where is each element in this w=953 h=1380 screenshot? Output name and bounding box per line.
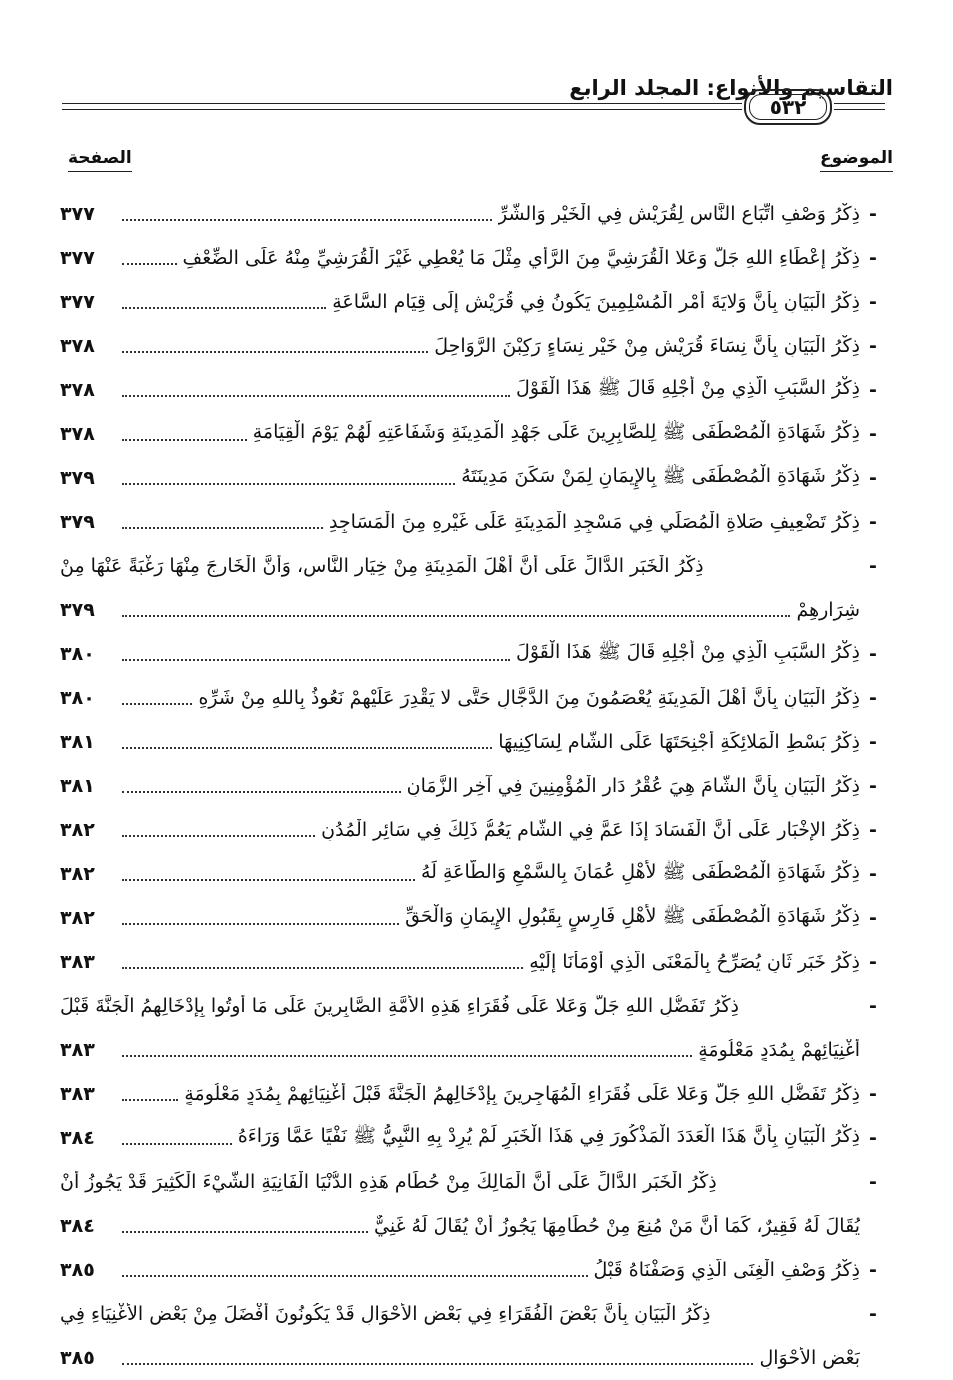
toc-entry-line [60,808,886,852]
toc-entry-line [60,500,886,544]
dot-leader [122,1363,753,1365]
toc-entry-line [60,544,886,588]
header-rule [834,103,885,104]
toc-entry [60,456,886,500]
running-title: التقاسيم والأنواع: المجلد الرابع [569,76,893,100]
dot-leader [122,835,315,837]
toc-entry-line [60,896,886,940]
toc-entry-line [60,1160,886,1204]
toc-entry-line [60,632,886,676]
dot-leader [122,791,401,793]
toc-entry [60,236,886,280]
bullet: - [869,291,877,313]
bullet: - [869,687,877,709]
entry-text: ذِكْرُ إِعْطَاءِ اللهِ جَلَّ وَعَلا الْقُرَشِيَّ مِنَ الرَّأْيِ مِثْلَ مَا يُعْطِي غَيْرَ الْقُرَشِيِّ مِنْهُ عَلَى الضِّعْفِ [182,247,860,269]
toc-entry-line [60,1292,886,1336]
toc-entry [60,412,886,456]
page-ref: ٣٧٨ [60,379,95,401]
toc-entry-line [60,720,886,764]
page-ref: ٣٧٨ [60,423,95,445]
dot-leader [122,439,247,441]
page-ref: ٣٧٨ [60,335,95,357]
entry-text: ذِكْرُ تَفَضُّلِ اللهِ جَلَّ وَعَلا عَلَى فُقَرَاءِ هَذِهِ الأُمَّةِ الصَّابِرِينَ عَلَى مَا أُوتُوا بِإِدْخَالِهِمُ الْجَنَّةَ قَبْلَ [60,995,739,1017]
bullet: - [869,379,877,401]
page-ref: ٣٨١ [60,775,95,797]
page-number-badge [744,89,832,125]
entry-text: ذِكْرُ الْبَيَانِ بِأَنَّ أَهْلَ الْمَدِينَةِ يُعْصَمُونَ مِنَ الدَّجَّالِ حَتَّى لا يَقْدِرَ عَلَيْهِمْ نَعُوذُ بِاللهِ مِنْ شَرِّهِ [198,687,860,709]
dot-leader [122,1231,368,1233]
toc-entry-line [60,1116,886,1160]
toc-entry [60,984,886,1072]
dot-leader [122,703,192,705]
entry-text: ذِكْرُ شَهَادَةِ الْمُصْطَفَى ﷺ لِلصَّابِرِينَ عَلَى جَهْدِ الْمَدِينَةِ وَشَفَاعَتِهِ لَهُمْ يَوْمَ الْقِيَامَةِ [252,421,860,443]
bullet: - [869,731,877,753]
entry-text: ذِكْرُ الْبَيَانِ بِأَنَّ نِسَاءَ قُرَيْشٍ مِنْ خَيْرِ نِسَاءٍ رَكِبْنَ الرَّوَاحِلَ [434,335,860,357]
toc-entry [60,1292,886,1380]
toc-entry [60,940,886,984]
toc-entry [60,1072,886,1116]
entry-text: ذِكْرُ الْبَيَانِ بِأَنَّ هَذَا الْعَدَدَ الْمَذْكُورَ فِي هَذَا الْخَبَرِ لَمْ يُرِدْ بِهِ النَّبِيُّ ﷺ نَفْيًا عَمَّا وَرَاءَهُ [237,1125,860,1147]
page-ref: ٣٧٩ [60,511,95,533]
entry-text: بَعْضِ الأَحْوَالِ [759,1347,860,1369]
page-ref: ٣٨٢ [60,819,95,841]
page-ref: ٣٨٢ [60,863,95,885]
bullet: - [869,511,877,533]
entry-text: ذِكْرُ وَصْفِ اتِّبَاعِ النَّاسِ لِقُرَيْشٍ فِي الْخَيْرِ وَالشَّرِّ [498,203,860,225]
dot-leader [122,923,399,925]
page-column-heading: الصفحة [68,148,132,172]
entry-text: ذِكْرُ تَفَضُّلِ اللهِ جَلَّ وَعَلا عَلَى فُقَرَاءِ الْمُهَاجِرِينَ بِإِدْخَالِهِمُ الْجَنَّةَ قَبْلَ أَغْنِيَائِهِمْ بِمُدَدٍ مَعْلُومَةٍ [184,1083,860,1105]
toc-entry [60,368,886,412]
toc-entry [60,1248,886,1292]
toc-entry [60,896,886,940]
toc-entry [60,632,886,676]
toc-entry [60,676,886,720]
entry-text: ذِكْرُ شَهَادَةِ الْمُصْطَفَى ﷺ لأَهْلِ عُمَانَ بِالسَّمْعِ وَالطَّاعَةِ لَهُ [420,861,860,883]
bullet: - [869,467,877,489]
dot-leader [122,395,510,397]
page-number: ٥٣٢ [749,94,827,120]
dot-leader [122,967,523,969]
entry-text: ذِكْرُ الْبَيَانِ بِأَنَّ بَعْضَ الْفُقَرَاءِ فِي بَعْضِ الأَحْوَالِ قَدْ يَكُونُونَ أَفْضَلَ مِنْ بَعْضِ الأَغْنِيَاءِ فِي [60,1303,711,1325]
toc-entry [60,280,886,324]
page-ref: ٣٨٣ [60,1039,95,1061]
page-ref: ٣٧٧ [60,247,95,269]
toc-entry [60,500,886,544]
toc-entry-line [60,192,886,236]
toc-entry-line [60,676,886,720]
entry-text: ذِكْرُ خَبَرٍ ثَانٍ يُصَرِّحُ بِالْمَعْنَى الَّذِي أَوْمَأْنَا إِلَيْهِ [529,951,860,973]
dot-leader [122,1055,692,1057]
dot-leader [122,351,428,353]
bullet: - [869,819,877,841]
entry-text: ذِكْرُ الْبَيَانِ بِأَنَّ الشَّامَ هِيَ عُقْرُ دَارِ الْمُؤْمِنِينَ فِي آخِرِ الزَّمَانِ [406,775,860,797]
entry-text: أَغْنِيَائِهِمْ بِمُدَدٍ مَعْلُومَةٍ [698,1039,860,1061]
bullet: - [869,643,877,665]
bullet: - [869,951,877,973]
toc-entry-line [60,412,886,456]
page-ref: ٣٨٠ [60,643,95,665]
entry-text: ذِكْرُ الْخَبَرِ الدَّالِّ عَلَى أَنَّ أَهْلَ الْمَدِينَةِ مِنْ خِيَارِ النَّاسِ، وَأَنَّ الْخَارِجَ مِنْهَا رَغْبَةً عَنْهَا مِنْ [60,555,704,577]
toc-entry-line [60,764,886,808]
bullet: - [869,775,877,797]
dot-leader [122,483,455,485]
entry-text: شِرَارِهِمْ [796,599,860,621]
bullet: - [869,1303,877,1325]
bullet: - [869,335,877,357]
entry-text: ذِكْرُ بَسْطِ الْمَلائِكَةِ أَجْنِحَتَهَا عَلَى الشَّامِ لِسَاكِنِيهَا [498,731,860,753]
toc-entry-line [60,1336,886,1380]
page-ref: ٣٧٩ [60,467,95,489]
bullet: - [869,1259,877,1281]
toc-entry-line [60,324,886,368]
page-ref: ٣٧٧ [60,203,95,225]
dot-leader [122,1143,232,1145]
bullet: - [869,1127,877,1149]
bullet: - [869,247,877,269]
entry-text: ذِكْرُ وَصْفِ الْغِنَى الَّذِي وَصَفْنَاهُ قَبْلُ [593,1259,860,1281]
page-ref: ٣٨٣ [60,1083,95,1105]
bullet: - [869,995,877,1017]
toc-entry [60,324,886,368]
dot-leader [122,527,323,529]
bullet: - [869,1083,877,1105]
page-ref: ٣٧٩ [60,599,95,621]
header-rule [834,109,885,110]
entry-text: ذِكْرُ السَّبَبِ الَّذِي مِنْ أَجْلِهِ قَالَ ﷺ هَذَا الْقَوْلَ [516,641,860,663]
page-ref: ٣٨٥ [60,1259,95,1281]
dot-leader [122,879,415,881]
dot-leader [122,1099,178,1101]
toc-entry-line [60,1248,886,1292]
bullet: - [869,423,877,445]
dot-leader [122,615,790,617]
header-rule [62,109,742,110]
toc-entry-line [60,984,886,1028]
page-ref: ٣٨٤ [60,1215,95,1237]
toc-entry-line [60,236,886,280]
entry-text: ذِكْرُ شَهَادَةِ الْمُصْطَفَى ﷺ لأَهْلِ فَارِسٍ بِقَبُولِ الإِيمَانِ وَالْحَقِّ [405,905,860,927]
entry-text: ذِكْرُ شَهَادَةِ الْمُصْطَفَى ﷺ بِالإِيمَانِ لِمَنْ سَكَنَ مَدِينَتَهُ [461,465,860,487]
page-ref: ٣٨٤ [60,1127,95,1149]
dot-leader [122,307,326,309]
toc-entry [60,852,886,896]
toc-entry-line [60,280,886,324]
page-ref: ٣٧٧ [60,291,95,313]
entry-text: ذِكْرُ السَّبَبِ الَّذِي مِنْ أَجْلِهِ قَالَ ﷺ هَذَا الْقَوْلَ [516,377,860,399]
toc-entry [60,1160,886,1248]
entry-text: يُقَالَ لَهُ فَقِيرٌ، كَمَا أَنَّ مَنْ مُنِعَ مِنْ حُطَامِهَا يَجُوزُ أَنْ يُقَالَ لَهُ غَنِيٌّ [374,1215,860,1237]
page-ref: ٣٨٥ [60,1347,95,1369]
toc-entry [60,1116,886,1160]
toc-entry-line [60,368,886,412]
toc-entry-line [60,1204,886,1248]
toc-entry [60,544,886,632]
entry-text: ذِكْرُ الإِخْبَارِ عَلَى أَنَّ الْفَسَادَ إِذَا عَمَّ فِي الشَّامِ يَعُمُّ ذَلِكَ فِي سَائِرِ الْمُدُنِ [321,819,860,841]
page-ref: ٣٨٢ [60,907,95,929]
toc-entry-line [60,456,886,500]
bullet: - [869,555,877,577]
toc-entry-line [60,1028,886,1072]
dot-leader [122,659,510,661]
header-rule [62,103,742,104]
toc-entry [60,764,886,808]
dot-leader [122,219,492,221]
bullet: - [869,907,877,929]
toc-entry-line [60,852,886,896]
bullet: - [869,1171,877,1193]
toc-list [60,192,886,1380]
toc-entry [60,192,886,236]
toc-entry-line [60,940,886,984]
topic-column-heading: الموضوع [820,148,893,172]
bullet: - [869,863,877,885]
toc-entry-line [60,588,886,632]
dot-leader [122,747,492,749]
toc-entry-line [60,1072,886,1116]
entry-text: ذِكْرُ الْبَيَانِ بِأَنَّ وَلايَةَ أَمْرِ الْمُسْلِمِينَ يَكُونُ فِي قُرَيْشٍ إِلَى قِيَامِ السَّاعَةِ [332,291,860,313]
page-ref: ٣٨٠ [60,687,95,709]
toc-entry [60,808,886,852]
entry-text: ذِكْرُ تَضْعِيفِ صَلاةِ الْمُصَلِّي فِي مَسْجِدِ الْمَدِينَةِ عَلَى غَيْرِهِ مِنَ الْمَسَاجِدِ [328,511,860,533]
toc-entry [60,720,886,764]
page-ref: ٣٨٣ [60,951,95,973]
dot-leader [122,1275,588,1277]
dot-leader [122,263,177,265]
page-ref: ٣٨١ [60,731,95,753]
bullet: - [869,203,877,225]
entry-text: ذِكْرُ الْخَبَرِ الدَّالِّ عَلَى أَنَّ الْمَالِكَ مِنْ حُطَامِ هَذِهِ الدُّنْيَا الْفَانِيَةِ الشَّيْءَ الْكَثِيرَ قَدْ يَجُوزُ أَنْ [60,1171,717,1193]
